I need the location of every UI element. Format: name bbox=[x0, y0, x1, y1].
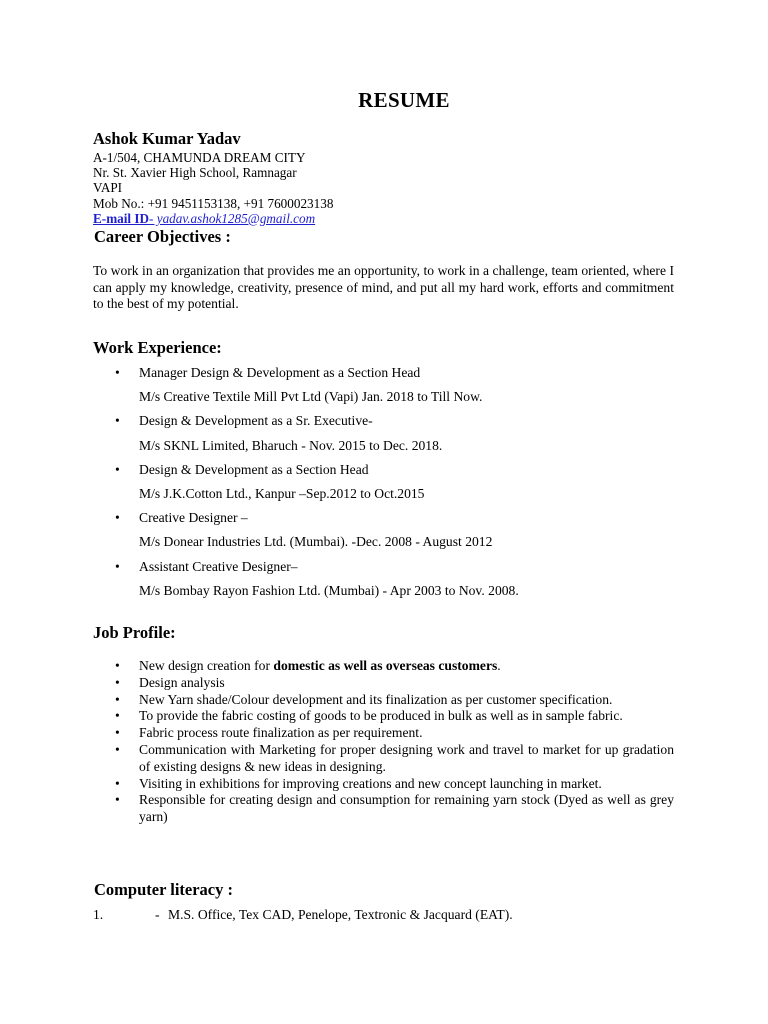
job-profile-item bbox=[93, 742, 674, 776]
work-experience-item bbox=[93, 557, 683, 605]
job-profile-item bbox=[93, 675, 674, 692]
list-number: 1. bbox=[93, 907, 104, 922]
email-label: E-mail ID bbox=[93, 210, 150, 226]
bullet-icon: • bbox=[115, 775, 120, 791]
address-line-2: Nr. St. Xavier High School, Ramnagar bbox=[93, 165, 297, 181]
bullet-icon: • bbox=[115, 510, 120, 526]
job-profile-list bbox=[93, 658, 674, 826]
job-profile-item bbox=[93, 692, 674, 709]
job-profile-item bbox=[93, 792, 674, 826]
bullet-icon: • bbox=[115, 365, 120, 380]
resume-title: RESUME bbox=[358, 88, 450, 112]
bullet-icon: • bbox=[115, 792, 120, 808]
job-profile-text: New Yarn shade/Colour development and its finalization as per customer specification. bbox=[139, 691, 613, 707]
work-experience-item bbox=[93, 363, 683, 411]
work-experience-item bbox=[93, 411, 683, 459]
mobile-numbers: Mob No.: +91 9451153138, +91 7600023138 bbox=[93, 195, 334, 211]
job-company: M/s Bombay Rayon Fashion Ltd. (Mumbai) - Apr 2003 to Nov. 2008. bbox=[139, 582, 519, 598]
job-profile-item bbox=[93, 725, 674, 742]
job-profile-text: Communication with Marketing for proper designing work and travel to market for up gradation of existing designs & new ideas in designing. bbox=[139, 741, 674, 774]
bullet-icon: • bbox=[115, 674, 120, 690]
bullet-icon: • bbox=[115, 461, 120, 477]
work-experience-item bbox=[93, 508, 683, 556]
job-company: M/s J.K.Cotton Ltd., Kanpur –Sep.2012 to Oct.2015 bbox=[139, 485, 425, 501]
job-profile-text: Design analysis bbox=[139, 674, 225, 690]
job-profile-text: New design creation for bbox=[139, 658, 274, 673]
job-profile-text: Fabric process route finalization as per requirement. bbox=[139, 725, 423, 741]
contact-block bbox=[93, 129, 333, 226]
bullet-icon: • bbox=[115, 741, 120, 757]
bullet-icon: • bbox=[115, 725, 120, 741]
computer-skills-text: M.S. Office, Tex CAD, Penelope, Textronic & Jacquard (EAT). bbox=[168, 907, 513, 922]
job-profile-emphasis: domestic as well as overseas customers bbox=[273, 658, 498, 673]
candidate-name: Ashok Kumar Yadav bbox=[93, 129, 241, 148]
job-role: Manager Design & Development as a Section Head bbox=[139, 365, 421, 380]
job-company: M/s SKNL Limited, Bharuch - Nov. 2015 to Dec. 2018. bbox=[139, 437, 443, 453]
job-profile-text: Responsible for creating design and consumption for remaining yarn stock (Dyed as well as grey yarn) bbox=[139, 792, 674, 825]
address-line-1: A-1/504, CHAMUNDA DREAM CITY bbox=[93, 150, 306, 165]
job-profile-text: Visiting in exhibitions for improving creations and new concept launching in market. bbox=[139, 775, 602, 791]
address-line-3: VAPI bbox=[93, 180, 123, 196]
bullet-icon: • bbox=[115, 558, 120, 574]
job-profile-item bbox=[93, 776, 674, 793]
work-experience-item bbox=[93, 460, 683, 508]
job-role: Assistant Creative Designer– bbox=[139, 558, 298, 574]
job-profile-item bbox=[93, 708, 674, 725]
list-dash: - bbox=[155, 907, 160, 922]
job-profile-text: To provide the fabric costing of goods to be produced in bulk as well as in sample fabric. bbox=[139, 708, 623, 724]
email-link[interactable]: - yadav.ashok1285@gmail.com bbox=[149, 210, 316, 226]
job-role: Design & Development as a Section Head bbox=[139, 461, 369, 477]
career-objectives-heading: Career Objectives : bbox=[94, 227, 231, 246]
work-experience-heading: Work Experience: bbox=[93, 338, 222, 357]
bullet-icon: • bbox=[115, 708, 120, 724]
job-profile-item bbox=[93, 658, 674, 675]
job-company: M/s Creative Textile Mill Pvt Ltd (Vapi) Jan. 2018 to Till Now. bbox=[139, 389, 483, 405]
job-profile-heading: Job Profile: bbox=[93, 623, 176, 642]
bullet-icon: • bbox=[115, 413, 120, 429]
job-role: Design & Development as a Sr. Executive- bbox=[139, 413, 373, 429]
job-profile-text-end: . bbox=[497, 658, 501, 673]
work-experience-list bbox=[93, 363, 683, 605]
bullet-icon: • bbox=[115, 691, 120, 707]
job-role: Creative Designer – bbox=[139, 510, 248, 526]
job-company: M/s Donear Industries Ltd. (Mumbai). -Dec. 2008 - August 2012 bbox=[139, 534, 493, 550]
email-line bbox=[93, 211, 333, 226]
career-objectives-text: To work in an organization that provides me an opportunity, to work in a challenge, team oriented, where I can apply my knowledge, creativity, presence of mind, and put all my hard work, efforts and commitment to the best of my potential. bbox=[93, 263, 674, 312]
bullet-icon: • bbox=[115, 658, 120, 673]
computer-literacy-heading: Computer literacy : bbox=[94, 880, 233, 899]
